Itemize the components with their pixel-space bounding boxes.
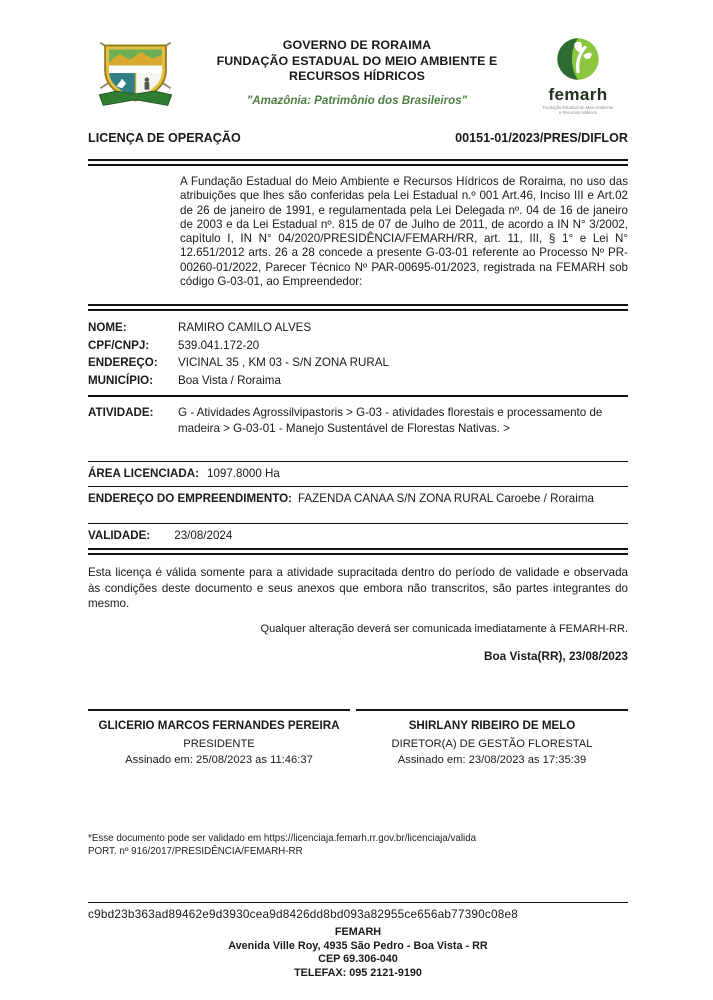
signature-director-name: SHIRLANY RIBEIRO DE MELO [408,719,576,733]
divider-double-bottom [88,548,628,555]
municipio-value: Boa Vista / Roraima [178,373,281,387]
signatures-row [88,709,628,766]
femarh-logo [528,34,628,115]
divider-atividade [88,395,628,397]
document-number: 00151-01/2023/PRES/DIFLOR [455,131,628,145]
endereco-value: VICINAL 35 , KM 03 - S/N ZONA RURAL [178,356,389,370]
endereco-label: ENDEREÇO: [88,356,158,370]
divider-double-top [88,159,628,166]
signature-director [356,709,628,766]
atividade-label: ATIVIDADE: [88,406,154,419]
document-header [88,34,628,119]
signature-president-name: GLICERIO MARCOS FERNANDES PEREIRA [98,719,340,733]
roraima-coat-of-arms-icon [88,34,186,119]
municipio-label: MUNICÍPIO: [88,373,154,387]
signature-president [88,709,350,766]
area-licenciada-label: ÁREA LICENCIADA: [88,467,199,480]
area-licenciada-value: 1097.8000 Ha [207,467,280,480]
validation-footnotes [88,832,628,858]
signature-president-role: PRESIDENTE [183,738,255,751]
divider-hash [88,902,628,903]
signature-director-timestamp: Assinado em: 23/08/2023 as 17:35:39 [397,754,587,767]
footer-org-name: FEMARH [334,926,382,939]
org-name-line1: GOVERNO DE RORAIMA [282,38,432,52]
change-notice: Qualquer alteração deverá ser comunicada imediatamente à FEMARH-RR. [260,623,628,636]
entrepreneur-fields [88,319,628,389]
footer-cep: CEP 69.306-040 [318,953,398,966]
signature-director-role: DIRETOR(A) DE GESTÃO FLORESTAL [391,738,593,751]
cpf-cnpj-label: CPF/CNPJ: [88,338,150,352]
title-row [88,131,628,145]
org-title-block [186,34,528,107]
document-type-title: LICENÇA DE OPERAÇÃO [88,131,241,145]
footer-address-block [88,926,628,980]
validade-label: VALIDADE: [88,529,151,542]
atividade-field [88,402,628,437]
validation-url-note: *Esse documento pode ser validado em https://licenciaja.femarh.rr.gov.br/licenciaja/valida [88,833,477,845]
place-and-date: Boa Vista(RR), 23/08/2023 [483,649,628,664]
femarh-logo-subtext-line1: Fundação Estadual do Meio Ambiente [542,105,614,110]
document-hash: c9bd23b363ad89462e9d3930cea9d8426dd8bd093a82955ce656ab77390c08e8 [88,907,519,922]
nome-label: NOME: [88,321,127,335]
endereco-empreendimento-value: FAZENDA CANAA S/N ZONA RURAL Caroebe / Roraima [297,492,594,505]
org-name-line3: RECURSOS HÍDRICOS [289,69,425,83]
nome-value: RAMIRO CAMILO ALVES [178,321,312,335]
femarh-logo-wordmark: femarh [548,85,608,104]
signature-president-timestamp: Assinado em: 25/08/2023 as 11:46:37 [125,754,313,767]
divider-double-entrepreneur [88,304,628,311]
footer-telefax: TELEFAX: 095 2121-9190 [294,966,422,979]
femarh-logo-subtext-line2: e Recursos Hídricos [559,110,597,116]
endereco-empreendimento-label: ENDEREÇO DO EMPREENDIMENTO: [88,492,292,505]
org-motto: "Amazônia: Patrimônio dos Brasileiros" [246,93,468,107]
org-name-line2: FUNDAÇÃO ESTADUAL DO MEIO AMBIENTE E [216,53,498,68]
validity-note-paragraph: Esta licença é válida somente para a atividade supracitada dentro do período de validade e observada às condições deste documento e seus anexos que embora não transcritos, são partes integrantes do mesmo. [88,566,628,611]
validade-row [88,524,628,548]
atividade-value: G - Atividades Agrossilvipastoris > G-03 - atividades florestais e processamento de madeira > G-03-01 - Manejo Sustentável de Florestas Nativas. > [178,406,603,435]
endereco-empreendimento-row [88,487,628,511]
area-licenciada-row [88,462,628,486]
legal-preamble-paragraph: A Fundação Estadual do Meio Ambiente e Recursos Hídricos de Roraima, no uso das atribuições que lhes são conferidas pela Lei Estadual n.º 001 Art.46, Inciso III e Art.02 de 26 de janeiro de 1991, e regulamentada pela Lei Delegada nº. 04 de 16 de janeiro de 2003 e da Lei Estadual nº. 815 de 07 de Julho de 2011, de acordo a IN N° 3/2002, capítulo I, IN N° 04/2020/PRESIDÊNCIA/FEMARH/RR, art. 11, III, § 1° e Lei N° 12.651/2012 arts. 26 a 28 concede a presente G-03-01 referente ao Processo Nº PR-00260-01/2022, Parecer Técnico Nº PAR-00695-01/2023, registrada na FEMARH sob código G-03-01, ao Empreendedor: [180,175,628,289]
cpf-cnpj-value: 539.041.172-20 [178,338,260,352]
validade-value: 23/08/2024 [174,529,233,542]
footer-street-address: Avenida Ville Roy, 4935 São Pedro - Boa Vista - RR [228,939,488,952]
femarh-logo-icon [555,36,601,82]
portaria-note: PORT. nº 916/2017/PRESIDÊNCIA/FEMARH-RR [88,846,303,858]
